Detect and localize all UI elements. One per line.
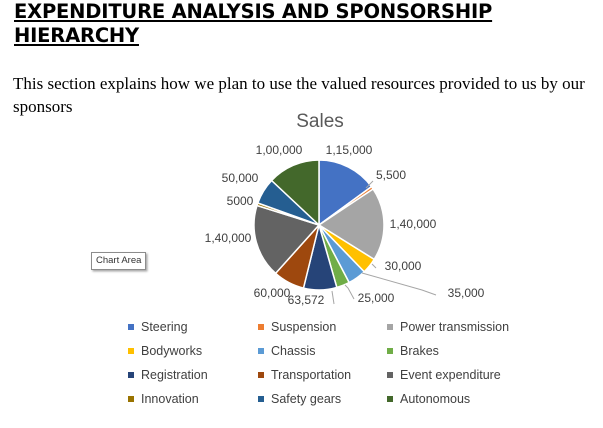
legend-swatch-registration <box>128 372 134 378</box>
legend-swatch-brakes <box>387 348 393 354</box>
chart-area-tooltip: Chart Area <box>91 252 146 270</box>
legend-label-suspension: Suspension <box>271 320 337 334</box>
data-label-power-transmission: 1,40,000 <box>389 217 437 231</box>
legend-swatch-steering <box>128 324 134 330</box>
legend-label-power-transmission: Power transmission <box>400 320 510 334</box>
legend-item-autonomous[interactable] <box>387 390 470 408</box>
legend-swatch-safety-gears <box>258 396 264 402</box>
legend-label-innovation: Innovation <box>141 392 199 406</box>
legend-item-event-expenditure[interactable] <box>387 366 501 384</box>
section-heading: EXPENDITURE ANALYSIS AND SPONSORSHIP HIERARCHY <box>14 0 493 47</box>
data-label-suspension: 5,500 <box>375 168 407 182</box>
legend-item-transportation[interactable] <box>258 366 351 384</box>
data-label-safety-gears: 50,000 <box>221 171 259 185</box>
legend-swatch-chassis <box>258 348 264 354</box>
legend-swatch-bodyworks <box>128 348 134 354</box>
data-label-registration: 63,572 <box>287 293 325 307</box>
legend-item-innovation[interactable] <box>128 390 199 408</box>
leader-line-bodyworks <box>372 264 376 268</box>
legend-swatch-transportation <box>258 372 264 378</box>
data-label-brakes: 25,000 <box>357 291 395 305</box>
legend-swatch-event-expenditure <box>387 372 393 378</box>
legend-item-suspension[interactable] <box>258 318 336 336</box>
legend-label-chassis: Chassis <box>271 344 316 358</box>
legend-item-chassis[interactable] <box>258 342 315 360</box>
chart-title: Sales <box>296 111 344 132</box>
legend-swatch-power-transmission <box>387 324 393 330</box>
legend-item-power-transmission[interactable] <box>387 318 509 336</box>
data-label-bodyworks: 30,000 <box>384 259 422 273</box>
data-label-transportation: 60,000 <box>253 286 291 300</box>
leader-line-registration <box>332 291 334 304</box>
legend-label-steering: Steering <box>141 320 188 334</box>
legend-label-registration: Registration <box>141 368 208 382</box>
legend-item-registration[interactable] <box>128 366 208 384</box>
legend-label-bodyworks: Bodyworks <box>141 344 203 358</box>
data-label-innovation: 5000 <box>226 194 254 208</box>
legend-item-safety-gears[interactable] <box>258 390 341 408</box>
legend-swatch-autonomous <box>387 396 393 402</box>
data-label-event-expenditure: 1,40,000 <box>204 231 252 245</box>
legend-label-transportation: Transportation <box>271 368 352 382</box>
legend-swatch-suspension <box>258 324 264 330</box>
leader-line-brakes <box>345 285 354 299</box>
legend-swatch-innovation <box>128 396 134 402</box>
data-label-steering: 1,15,000 <box>325 143 373 157</box>
legend-label-event-expenditure: Event expenditure <box>400 368 501 382</box>
legend-label-autonomous: Autonomous <box>400 392 471 406</box>
data-label-chassis: 35,000 <box>447 286 485 300</box>
legend-item-brakes[interactable] <box>387 342 439 360</box>
legend-label-brakes: Brakes <box>400 344 439 358</box>
data-label-autonomous: 1,00,000 <box>255 143 303 157</box>
legend-label-safety-gears: Safety gears <box>271 392 342 406</box>
intro-paragraph: This section explains how we plan to use the valued resources provided to us by our sponsors <box>13 74 585 116</box>
legend-item-steering[interactable] <box>128 318 188 336</box>
legend-item-bodyworks[interactable] <box>128 342 202 360</box>
